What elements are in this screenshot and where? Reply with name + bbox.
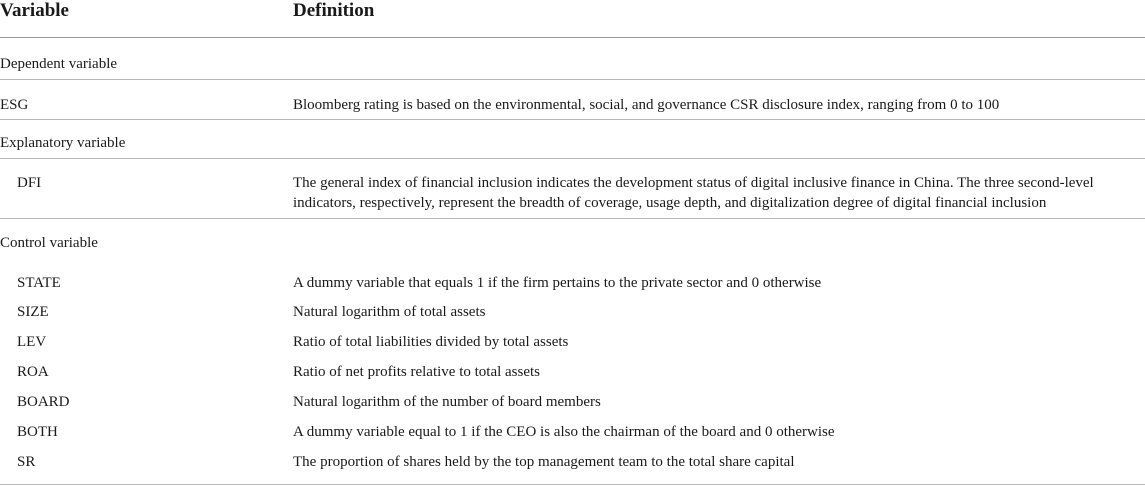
section-label: Control variable	[0, 235, 98, 251]
table-row	[0, 450, 1145, 485]
variable-cell: STATE	[17, 275, 61, 291]
variable-cell: DFI	[17, 175, 42, 191]
definition-cell: Ratio of total liabilities divided by total assets	[293, 334, 569, 350]
table-row	[0, 272, 1145, 300]
table-header	[0, 0, 1145, 38]
variable-cell: SIZE	[17, 304, 49, 320]
definition-cell: A dummy variable equal to 1 if the CEO is also the chairman of the board and 0 otherwise	[293, 424, 835, 440]
section-row-control	[0, 219, 1145, 259]
section-label: Explanatory variable	[0, 135, 126, 151]
header-definition: Definition	[293, 0, 375, 21]
definition-cell: The general index of financial inclusion indicates the development status of digital inclusive finance in China. The three second-level indicators, respectively, represent the breadth of coverage, usage depth, and digitalization degree of digital financial inclusion	[293, 175, 1094, 211]
variable-cell: BOTH	[17, 424, 58, 440]
table-row	[0, 420, 1145, 448]
variable-cell: BOARD	[17, 394, 70, 410]
definition-cell: A dummy variable that equals 1 if the firm pertains to the private sector and 0 otherwise	[293, 275, 822, 291]
variable-cell: LEV	[17, 334, 47, 350]
section-row-dependent	[0, 38, 1145, 80]
variable-cell: ROA	[17, 364, 49, 380]
table-row	[0, 301, 1145, 329]
definition-cell: Bloomberg rating is based on the environmental, social, and governance CSR disclosure index, ranging from 0 to 100	[293, 97, 1000, 113]
table-row	[0, 391, 1145, 419]
definition-cell: Natural logarithm of the number of board members	[293, 394, 601, 410]
variable-cell: ESG	[0, 97, 29, 113]
definition-cell: The proportion of shares held by the top management team to the total share capital	[293, 454, 795, 470]
definition-cell: Ratio of net profits relative to total assets	[293, 364, 541, 380]
section-label: Dependent variable	[0, 56, 118, 72]
header-variable: Variable	[0, 0, 69, 21]
definition-cell: Natural logarithm of total assets	[293, 304, 486, 320]
table-row	[0, 361, 1145, 389]
table-row	[0, 80, 1145, 120]
table-row	[0, 331, 1145, 359]
table-row	[0, 159, 1145, 219]
section-row-explanatory	[0, 120, 1145, 159]
variable-cell: SR	[17, 454, 36, 470]
